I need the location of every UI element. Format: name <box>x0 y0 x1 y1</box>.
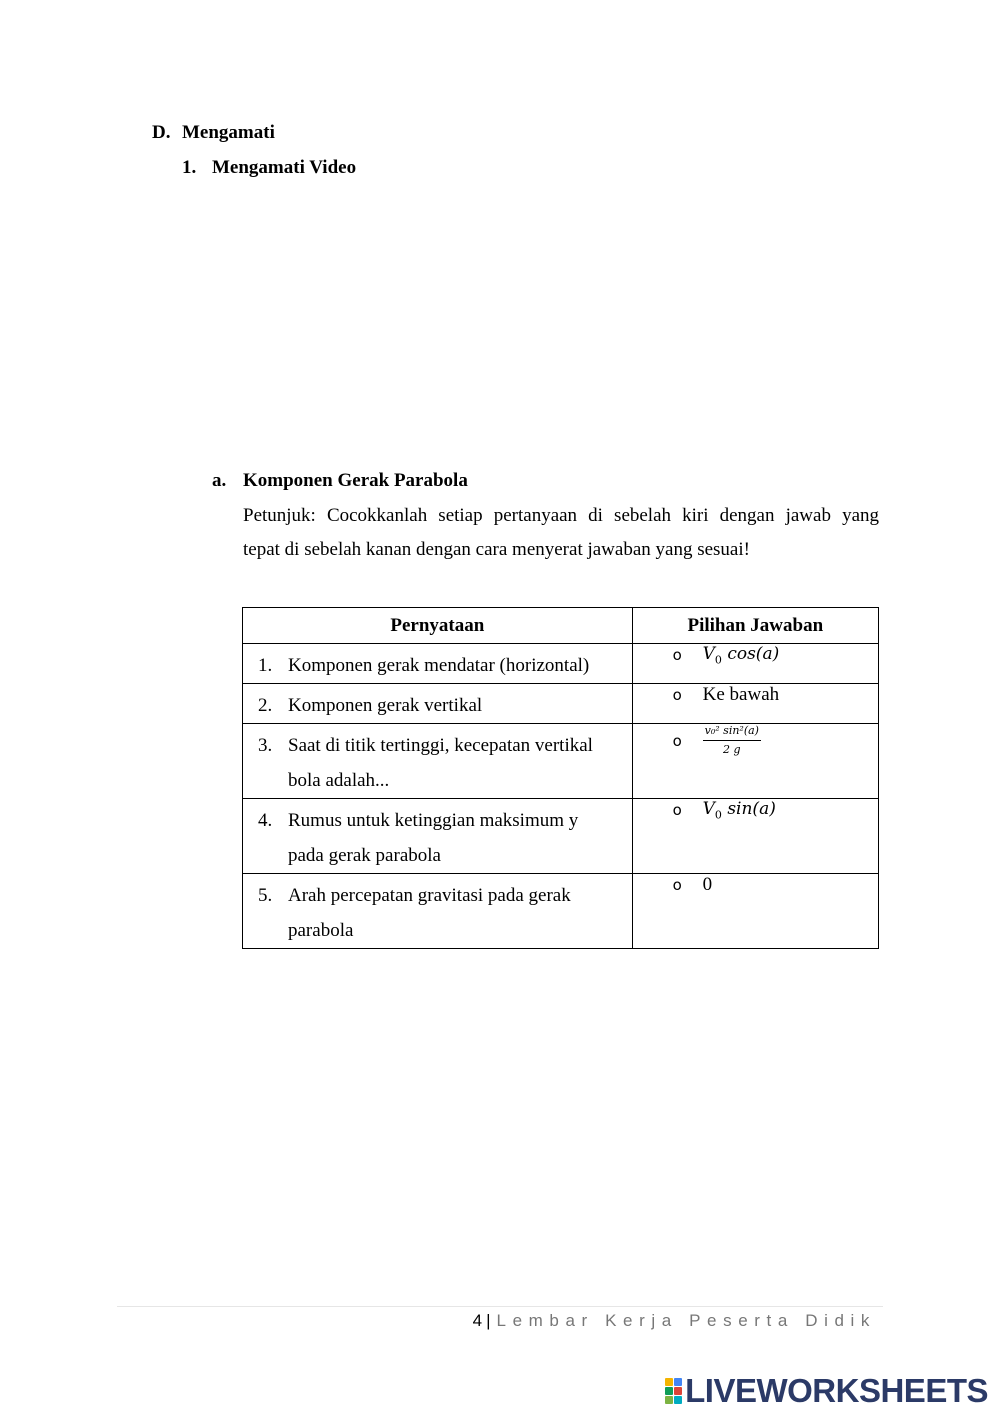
statement-text-line-1: Rumus untuk ketinggian maksimum y <box>288 810 579 831</box>
section-number: D. <box>152 122 171 143</box>
statement-number: 3. <box>258 735 273 756</box>
table-row <box>243 724 879 799</box>
header-pilihan-jawaban: Pilihan Jawaban <box>632 608 878 644</box>
statement-cell <box>243 874 633 949</box>
table-row <box>243 799 879 874</box>
radio-bullet-icon[interactable]: o <box>672 876 682 894</box>
answer-formula: $V_0$ sin(a) <box>702 799 776 822</box>
logo-tile <box>674 1387 682 1395</box>
statement-cell <box>243 644 633 684</box>
statement-text-line-1: Arah percepatan gravitasi pada gerak <box>288 885 571 906</box>
logo-tile <box>665 1378 673 1386</box>
logo-tile <box>674 1378 682 1386</box>
answer-option[interactable] <box>632 874 878 949</box>
fraction-denominator: 2 g <box>723 743 741 756</box>
section-title: Mengamati <box>182 122 275 143</box>
subsection-title: Mengamati Video <box>212 157 357 178</box>
answer-option[interactable] <box>632 724 878 799</box>
logo-tile <box>674 1396 682 1404</box>
table-row <box>243 644 879 684</box>
instruction-line-1: Petunjuk: Cocokkanlah setiap pertanyaan di sebelah kiri dengan jawab yang <box>243 505 879 526</box>
logo-tile <box>665 1387 673 1395</box>
statement-text-line-2: pada gerak parabola <box>288 845 441 866</box>
subsection-heading <box>182 156 356 180</box>
statement-text: Komponen gerak vertikal <box>288 695 483 716</box>
table-header-row <box>243 608 879 644</box>
header-pernyataan: Pernyataan <box>243 608 633 644</box>
footer-title: Lembar Kerja Peserta Didik <box>496 1311 876 1330</box>
statement-text-line-2: bola adalah... <box>288 770 390 791</box>
page-footer <box>473 1311 876 1331</box>
brand-name: LIVEWORKSHEETS <box>685 1372 988 1409</box>
page-number: 4 <box>472 1311 483 1330</box>
answer-option[interactable] <box>632 799 878 874</box>
instruction-paragraph <box>243 499 879 567</box>
answer-option[interactable] <box>632 644 878 684</box>
liveworksheets-logo-icon <box>665 1378 682 1404</box>
statement-number: 5. <box>258 885 273 906</box>
footer-separator: | <box>486 1311 491 1330</box>
subsubsection-number: a. <box>212 470 227 491</box>
footer-divider <box>117 1306 883 1307</box>
radio-bullet-icon[interactable]: o <box>672 801 682 820</box>
statement-cell <box>243 799 633 874</box>
statement-cell <box>243 724 633 799</box>
answer-fraction <box>703 724 761 757</box>
subsubsection-title: Komponen Gerak Parabola <box>243 470 468 491</box>
section-heading <box>152 121 275 145</box>
radio-bullet-icon[interactable]: o <box>672 686 682 704</box>
instruction-line-2: tepat di sebelah kanan dengan cara menyerat jawaban yang sesuai! <box>243 539 750 560</box>
statement-number: 4. <box>258 810 273 831</box>
logo-tile <box>665 1396 673 1404</box>
fraction-numerator: v₀² sin²(a) <box>703 724 761 741</box>
statement-number: 2. <box>258 695 273 716</box>
statement-text-line-2: parabola <box>288 920 354 941</box>
answer-option[interactable] <box>632 684 878 724</box>
answer-formula: $V_0$ cos(a) <box>702 644 780 667</box>
table-row <box>243 874 879 949</box>
statement-cell <box>243 684 633 724</box>
answer-text: Ke bawah <box>702 684 780 705</box>
radio-bullet-icon[interactable]: o <box>672 731 682 750</box>
statement-number: 1. <box>258 655 273 676</box>
answer-text: 0 <box>702 874 713 895</box>
subsection-number: 1. <box>182 157 197 178</box>
subsubsection-heading <box>212 469 468 493</box>
table-row <box>243 684 879 724</box>
liveworksheets-brand <box>665 1374 988 1408</box>
statement-text-line-1: Saat di titik tertinggi, kecepatan vertikal <box>288 735 593 756</box>
statement-text: Komponen gerak mendatar (horizontal) <box>288 655 590 676</box>
radio-bullet-icon[interactable]: o <box>672 646 682 665</box>
matching-table <box>242 607 879 949</box>
